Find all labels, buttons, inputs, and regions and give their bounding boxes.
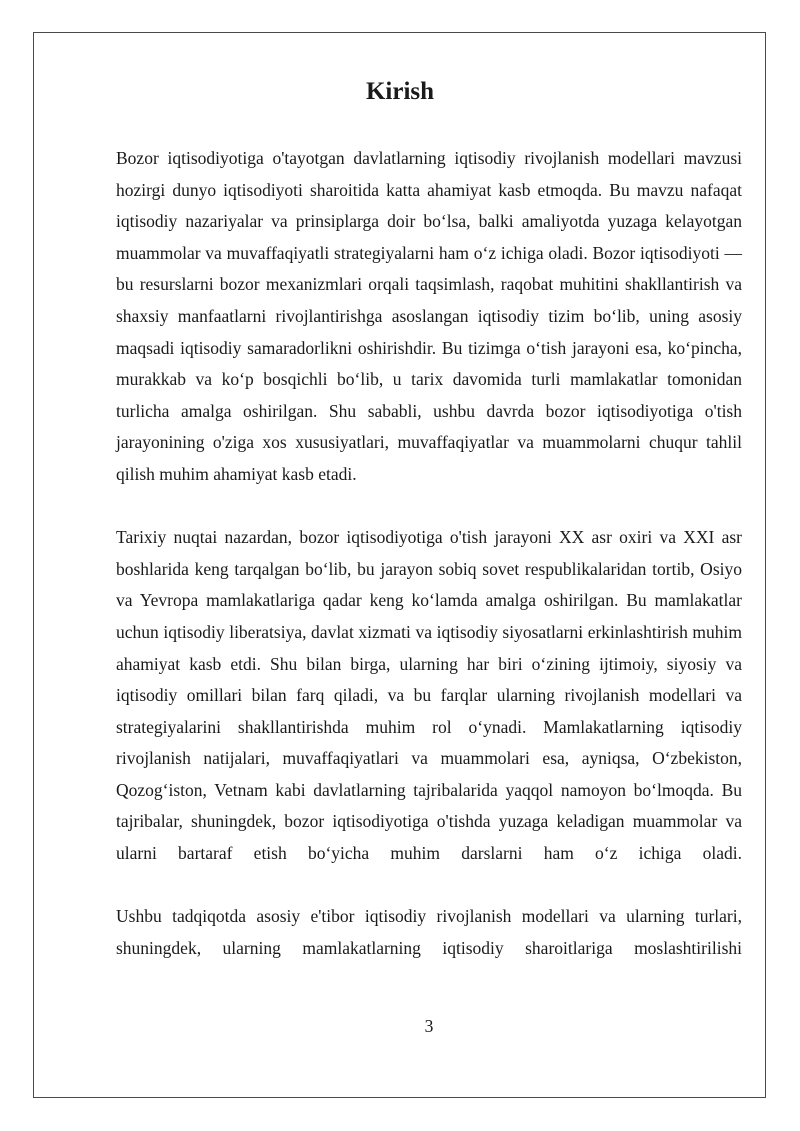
paragraph-historical: Tarixiy nuqtai nazardan, bozor iqtisodiyotiga o'tish jarayoni XX asr oxiri va XXI asr boshlarida keng tarqalgan bo‘lib, bu jarayon sobiq sovet respublikalaridan tortib, Osiyo va Yevropa mamlakatlariga qadar keng ko‘lamda amalga oshirilgan. Bu mamlakatlar uchun iqtisodiy liberatsiya, davlat xizmati va iqtisodiy siyosatlarni erkinlashtirish muhim ahamiyat kasb etdi. Shu bilan birga, ularning har biri o‘zining ijtimoiy, siyosiy va iqtisodiy omillari bilan farq qiladi, va bu farqlar ularning rivojlanish modellari va strategiyalarini shakllantirishda muhim rol o‘ynadi. Mamlakatlarning iqtisodiy rivojlanish natijalari, muvaffaqiyatlari va muammolari esa, ayniqsa, O‘zbekiston, Qozog‘iston, Vetnam kabi davlatlarning tajribalarida yaqqol namoyon bo‘lmoqda. Bu tajribalar, shuningdek, bozor iqtisodiyotiga o'tishda yuzaga keladigan muammolar va ularni bartaraf etish bo‘yicha muhim darslarni ham o‘z ichiga oladi. (116, 527, 742, 864)
page-title: Kirish (365, 78, 435, 105)
paragraph-introduction: Bozor iqtisodiyotiga o'tayotgan davlatlarning iqtisodiy rivojlanish modellari mavzusi hozirgi dunyo iqtisodiyoti sharoitida katta ahamiyat kasb etmoqda. Bu mavzu nafaqat iqtisodiy nazariyalar va prinsiplarga doir bo‘lsa, balki amaliyotda yuzaga kelayotgan muammolar va muvaffaqiyatli strategiyalarni ham o‘z ichiga oladi. Bozor iqtisodiyoti — bu resurslarni bozor mexanizmlari orqali taqsimlash, raqobat muhitini shakllantirish va shaxsiy manfaatlarni rivojlantirishga asoslangan iqtisodiy tizim bo‘lib, uning asosiy maqsadi iqtisodiy samaradorlikni oshirishdir. Bu tizimga o‘tish jarayoni esa, ko‘pincha, murakkab va ko‘p bosqichli bo‘lib, u tarix davomida turli mamlakatlar tomonidan turlicha amalga oshirilgan. Shu sababli, ushbu davrda bozor iqtisodiyotiga o'tish jarayonining o'ziga xos xususiyatlari, muvaffaqiyatlar va muammolarni chuqur tahlil qilish muhim ahamiyat kasb etadi. (116, 148, 742, 484)
paragraph-research-focus: Ushbu tadqiqotda asosiy e'tibor iqtisodiy rivojlanish modellari va ularning turlari, shuningdek, ularning mamlakatlarning iqtisodiy sharoitlariga moslashtirilishi (116, 906, 742, 958)
document-body (116, 143, 742, 964)
page-number: 3 (424, 1016, 434, 1036)
